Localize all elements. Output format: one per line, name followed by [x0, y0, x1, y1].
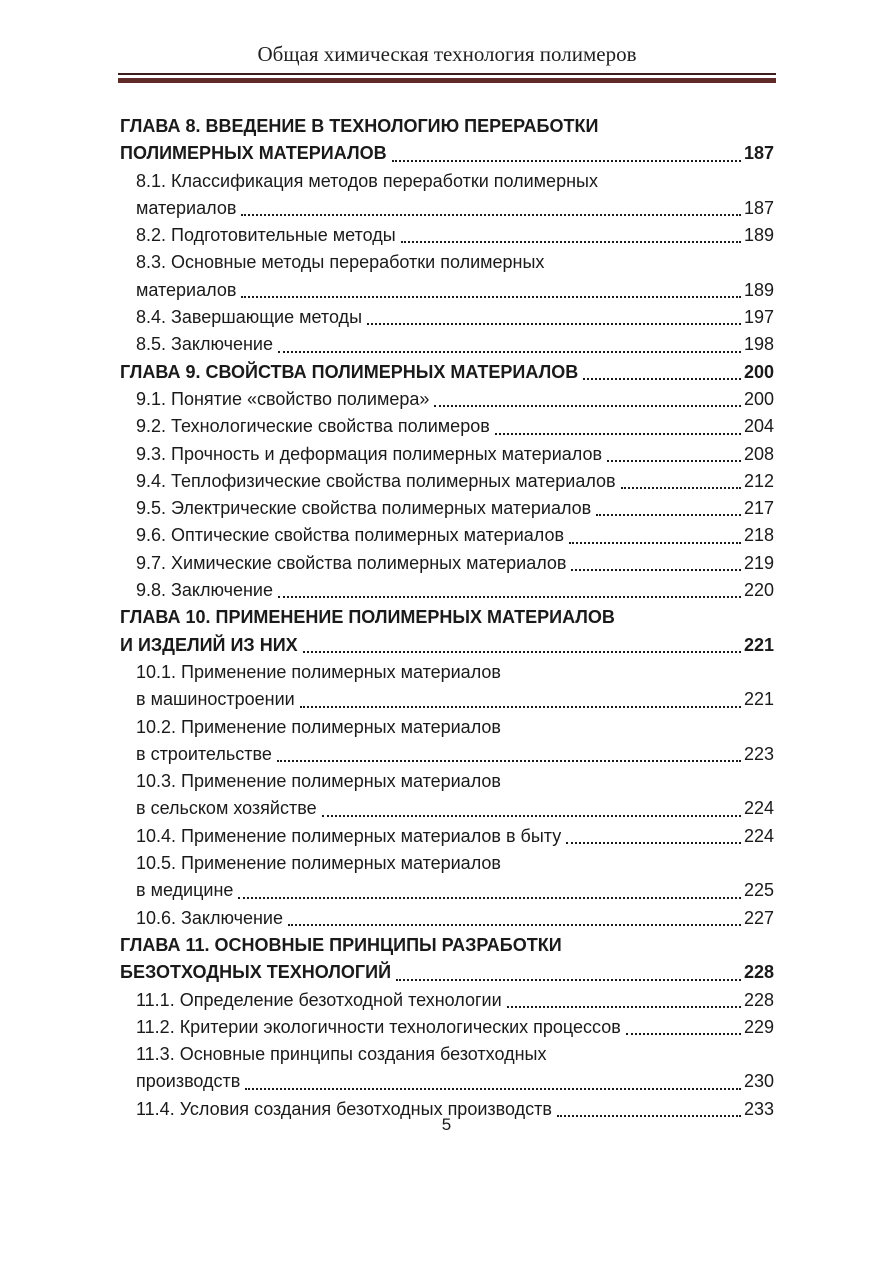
dot-leader — [238, 897, 741, 899]
toc-item-entry — [120, 168, 774, 223]
toc-page-number: 219 — [743, 552, 774, 573]
toc-entry-text: 9.2. Технологические свойства полимеров — [136, 416, 490, 437]
toc-chapter-entry — [120, 359, 774, 386]
toc-page-number: 220 — [743, 580, 774, 601]
toc-entry-line — [136, 386, 774, 413]
toc-page-number: 197 — [743, 307, 774, 328]
toc-entry-line — [136, 823, 774, 850]
toc-item-entry — [120, 768, 774, 823]
toc-item-entry — [120, 468, 774, 495]
toc-entry-text: 9.3. Прочность и деформация полимерных материалов — [136, 443, 603, 464]
toc-entry-text: 10.2. Применение полимерных материалов — [136, 716, 501, 737]
dot-leader — [434, 405, 741, 407]
toc-page-number: 187 — [743, 197, 774, 218]
toc-entry-text: ГЛАВА 11. ОСНОВНЫЕ ПРИНЦИПЫ РАЗРАБОТКИ — [120, 934, 562, 955]
toc-entry-line — [136, 441, 774, 468]
toc-page-number: 189 — [743, 279, 774, 300]
toc-entry-text: 10.4. Применение полимерных материалов в быту — [136, 825, 562, 846]
table-of-contents — [120, 113, 774, 1123]
dot-leader — [566, 842, 741, 844]
toc-entry-line — [120, 604, 774, 631]
toc-page-number: 204 — [743, 416, 774, 437]
toc-item-entry — [120, 550, 774, 577]
toc-entry-text: ГЛАВА 10. ПРИМЕНЕНИЕ ПОЛИМЕРНЫХ МАТЕРИАЛОВ — [120, 607, 615, 628]
toc-entry-line — [136, 659, 774, 686]
toc-entry-line — [136, 1014, 774, 1041]
toc-page-number: 228 — [743, 989, 774, 1010]
toc-item-entry — [120, 905, 774, 932]
toc-item-entry — [120, 331, 774, 358]
toc-entry-line — [136, 468, 774, 495]
toc-item-entry — [120, 386, 774, 413]
toc-entry-line — [136, 331, 774, 358]
toc-chapter-entry — [120, 932, 774, 987]
toc-entry-text: ПОЛИМЕРНЫХ МАТЕРИАЛОВ — [120, 143, 387, 164]
header-rule-thin — [118, 73, 776, 75]
toc-page-number: 233 — [743, 1098, 774, 1119]
running-head-title: Общая химическая технология полимеров — [257, 42, 637, 66]
toc-entry-text: 8.2. Подготовительные методы — [136, 225, 396, 246]
toc-entry-line — [136, 795, 774, 822]
toc-page-number: 230 — [743, 1071, 774, 1092]
toc-entry-line — [136, 741, 774, 768]
toc-entry-text: 8.3. Основные методы переработки полимерных — [136, 252, 545, 273]
toc-entry-line — [136, 1068, 774, 1095]
toc-entry-text: ГЛАВА 9. СВОЙСТВА ПОЛИМЕРНЫХ МАТЕРИАЛОВ — [120, 361, 579, 382]
toc-entry-text: 11.2. Критерии экологичности технологических процессов — [136, 1016, 621, 1037]
dot-leader — [401, 241, 741, 243]
toc-item-entry — [120, 987, 774, 1014]
toc-page-number: 217 — [743, 498, 774, 519]
toc-entry-line — [136, 1041, 774, 1068]
toc-entry-text: в сельском хозяйстве — [136, 798, 317, 819]
dot-leader — [607, 460, 741, 462]
toc-entry-text: 8.1. Классификация методов переработки полимерных — [136, 170, 598, 191]
toc-entry-line — [136, 686, 774, 713]
dot-leader — [621, 487, 741, 489]
toc-entry-text: 10.1. Применение полимерных материалов — [136, 661, 501, 682]
toc-page-number: 187 — [743, 143, 774, 164]
page-footer — [0, 1115, 893, 1135]
toc-entry-line — [136, 222, 774, 249]
dot-leader — [288, 924, 741, 926]
toc-entry-line — [136, 249, 774, 276]
toc-entry-line — [136, 550, 774, 577]
toc-entry-line — [136, 714, 774, 741]
toc-entry-text: в медицине — [136, 880, 234, 901]
toc-entry-text: 8.4. Завершающие методы — [136, 307, 363, 328]
toc-page-number: 200 — [743, 388, 774, 409]
toc-chapter-entry — [120, 113, 774, 168]
toc-item-entry — [120, 522, 774, 549]
toc-item-entry — [120, 659, 774, 714]
toc-entry-line — [136, 495, 774, 522]
toc-entry-line — [120, 959, 774, 986]
toc-entry-line — [120, 359, 774, 386]
dot-leader — [245, 1088, 741, 1090]
toc-page-number: 198 — [743, 334, 774, 355]
dot-leader — [278, 596, 741, 598]
toc-page-number: 224 — [743, 825, 774, 846]
toc-item-entry — [120, 1014, 774, 1041]
toc-entry-text: 10.5. Применение полимерных материалов — [136, 853, 501, 874]
dot-leader — [241, 214, 741, 216]
toc-entry-text: 11.4. Условия создания безотходных производств — [136, 1098, 552, 1119]
toc-page-number: 221 — [743, 689, 774, 710]
toc-entry-text: 9.4. Теплофизические свойства полимерных материалов — [136, 470, 616, 491]
toc-entry-text: материалов — [136, 279, 237, 300]
header-rule-thick — [118, 78, 776, 83]
toc-page-number: 225 — [743, 880, 774, 901]
toc-chapter-entry — [120, 604, 774, 659]
toc-entry-line — [136, 304, 774, 331]
dot-leader — [583, 378, 741, 380]
toc-entry-line — [136, 850, 774, 877]
toc-entry-text: ГЛАВА 8. ВВЕДЕНИЕ В ТЕХНОЛОГИЮ ПЕРЕРАБОТКИ — [120, 116, 599, 136]
toc-item-entry — [120, 495, 774, 522]
toc-page-number: 212 — [743, 470, 774, 491]
toc-item-entry — [120, 222, 774, 249]
toc-item-entry — [120, 249, 774, 304]
toc-entry-line — [136, 987, 774, 1014]
toc-page-number: 200 — [743, 361, 774, 382]
toc-entry-text: 8.5. Заключение — [136, 334, 273, 355]
toc-item-entry — [120, 850, 774, 905]
toc-entry-line — [120, 632, 774, 659]
dot-leader — [303, 651, 741, 653]
toc-entry-text: 10.3. Применение полимерных материалов — [136, 771, 501, 792]
toc-entry-text: 9.7. Химические свойства полимерных материалов — [136, 552, 567, 573]
toc-item-entry — [120, 823, 774, 850]
toc-entry-line — [136, 768, 774, 795]
toc-item-entry — [120, 304, 774, 331]
toc-page-number: 218 — [743, 525, 774, 546]
dot-leader — [367, 323, 741, 325]
toc-entry-text: 9.1. Понятие «свойство полимера» — [136, 388, 430, 409]
toc-entry-line — [136, 877, 774, 904]
toc-entry-text: 9.6. Оптические свойства полимерных материалов — [136, 525, 565, 546]
toc-page-number: 229 — [743, 1016, 774, 1037]
dot-leader — [571, 569, 740, 571]
toc-entry-text: 10.6. Заключение — [136, 907, 283, 928]
dot-leader — [626, 1033, 741, 1035]
dot-leader — [495, 433, 741, 435]
toc-entry-text: в машиностроении — [136, 689, 295, 710]
toc-page-number: 228 — [743, 962, 774, 983]
dot-leader — [392, 160, 741, 162]
dot-leader — [278, 351, 741, 353]
toc-entry-line — [136, 168, 774, 195]
toc-item-entry — [120, 413, 774, 440]
toc-entry-text: 9.8. Заключение — [136, 580, 273, 601]
toc-page-number: 223 — [743, 743, 774, 764]
toc-entry-line — [120, 140, 774, 167]
toc-item-entry — [120, 577, 774, 604]
dot-leader — [569, 542, 741, 544]
page-number: 5 — [441, 1115, 452, 1134]
toc-page-number: 227 — [743, 907, 774, 928]
toc-entry-line — [136, 277, 774, 304]
toc-entry-text: в строительстве — [136, 743, 272, 764]
dot-leader — [507, 1006, 741, 1008]
toc-entry-line — [136, 905, 774, 932]
toc-entry-line — [136, 522, 774, 549]
dot-leader — [300, 706, 741, 708]
toc-entry-line — [136, 577, 774, 604]
toc-entry-line — [136, 195, 774, 222]
toc-entry-text: И ИЗДЕЛИЙ ИЗ НИХ — [120, 634, 298, 655]
toc-entry-line — [120, 932, 774, 959]
toc-entry-line — [136, 413, 774, 440]
toc-entry-text: 11.3. Основные принципы создания безотходных — [136, 1044, 547, 1065]
toc-item-entry — [120, 441, 774, 468]
dot-leader — [396, 979, 741, 981]
toc-entry-text: БЕЗОТХОДНЫХ ТЕХНОЛОГИЙ — [120, 962, 392, 983]
dot-leader — [322, 815, 741, 817]
toc-entry-text: производств — [136, 1071, 241, 1092]
dot-leader — [596, 514, 741, 516]
dot-leader — [241, 296, 741, 298]
toc-entry-line — [120, 113, 774, 140]
toc-page-number: 189 — [743, 225, 774, 246]
toc-entry-text: 11.1. Определение безотходной технологии — [136, 989, 502, 1010]
dot-leader — [277, 760, 741, 762]
toc-item-entry — [120, 1041, 774, 1096]
toc-page-number: 208 — [743, 443, 774, 464]
toc-entry-text: материалов — [136, 197, 237, 218]
toc-page-number: 221 — [743, 634, 774, 655]
toc-item-entry — [120, 714, 774, 769]
toc-entry-text: 9.5. Электрические свойства полимерных материалов — [136, 498, 592, 519]
toc-page-number: 224 — [743, 798, 774, 819]
